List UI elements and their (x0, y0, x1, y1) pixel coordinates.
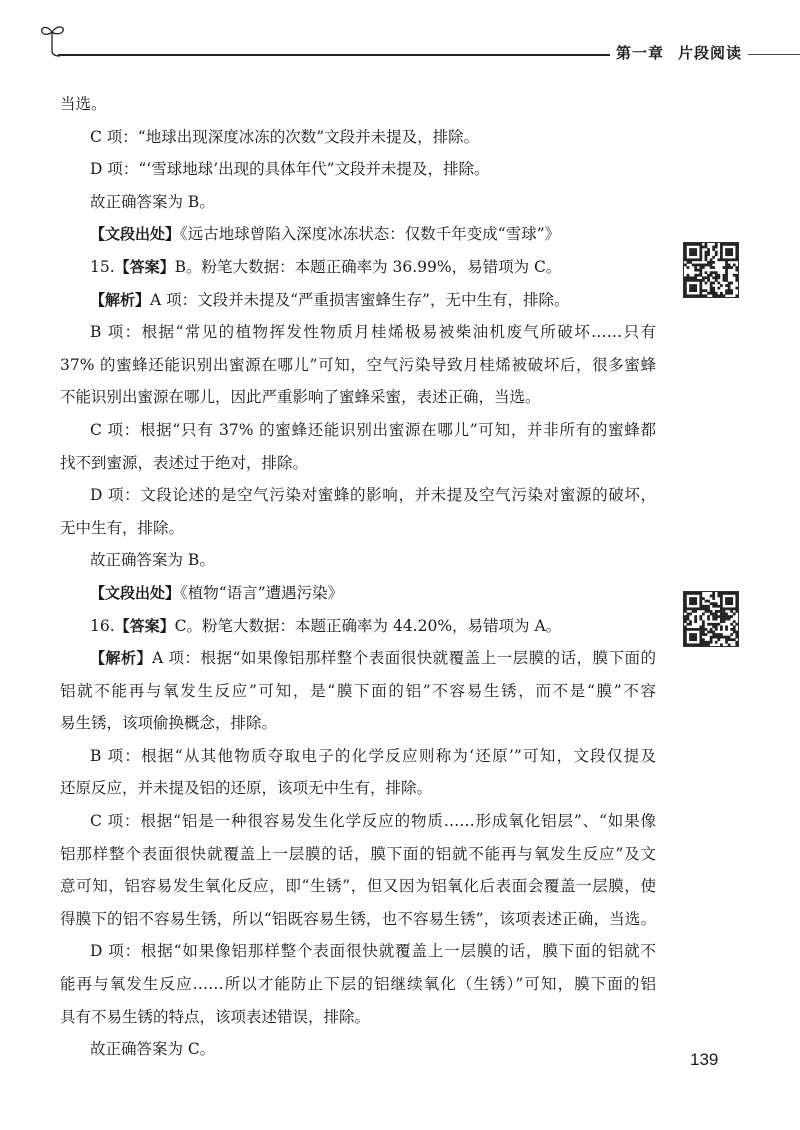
section-label: 【解析】 (90, 290, 151, 309)
line-text: C 项：“地球出现深度冰冻的次数”文段并未提及，排除。 (90, 127, 480, 146)
text-line (60, 935, 656, 968)
line-text: B 项：根据“从其他物质夺取电子的化学反应则称为‘还原’”可知，文段仅提及 (90, 746, 656, 765)
text-line (60, 903, 656, 936)
text-line (60, 544, 656, 577)
line-text: 不能识别出蜜源在哪儿，因此严重影响了蜜蜂采蜜，表述正确，当选。 (60, 388, 541, 407)
chapter-title (616, 42, 756, 63)
text-line (60, 316, 656, 349)
line-text: B。粉笔大数据：本题正确率为 36.99%，易错项为 C。 (174, 257, 562, 276)
qr-code-15[interactable] (683, 242, 739, 298)
text-line (60, 153, 656, 186)
line-text: 能再与氧发生反应……所以才能防止下层的铝继续氧化（生锈）”可知，膜下面的铝 (60, 975, 656, 994)
line-text: 《植物“语言”遭遇污染》 (180, 583, 344, 602)
line-text: 无中生有，排除。 (60, 518, 185, 537)
text-line (60, 284, 656, 317)
text-line (60, 610, 656, 643)
line-text: 37% 的蜜蜂还能识别出蜜源在哪儿”可知，空气污染导致月桂烯被破坏后，很多蜜蜂 (60, 355, 656, 374)
page-body (60, 88, 656, 1066)
line-text: C 项：根据“铝是一种很容易发生化学反应的物质……形成氧化铝层”、“如果像 (90, 812, 656, 831)
text-line (60, 381, 656, 414)
text-line (60, 186, 656, 219)
line-text: 易生锈，该项偷换概念，排除。 (60, 714, 278, 733)
line-text: 故正确答案为 B。 (90, 192, 215, 211)
text-line (60, 121, 656, 154)
qr-code-icon (684, 243, 738, 297)
header-rule-right (748, 54, 800, 55)
section-label: 【答案】 (114, 257, 175, 276)
text-line (60, 447, 656, 480)
line-text: D 项：“‘雪球地球’出现的具体年代”文段并未提及，排除。 (90, 160, 490, 179)
text-line (60, 805, 656, 838)
chapter-number: 第一章 (616, 44, 665, 62)
line-text: 具有不易生锈的特点，该项表述错误，排除。 (60, 1007, 371, 1026)
text-line (60, 349, 656, 382)
line-text: 意可知，铝容易发生氧化反应，即“生锈”，但又因为铝氧化后表面会覆盖一层膜，使 (60, 877, 656, 896)
line-text: 当选。 (60, 95, 107, 113)
line-text: A 项：文段并未提及“严重损害蜜蜂生存”，无中生有，排除。 (150, 290, 570, 309)
section-label: 【文段出处】 (90, 225, 181, 244)
text-line (60, 707, 656, 740)
text-line (60, 675, 656, 708)
line-text: C 项：根据“只有 37% 的蜜蜂还能识别出蜜源在哪儿”可知，并非所有的蜜蜂都 (90, 420, 656, 439)
header-rule (58, 54, 610, 56)
question-number: 15. (90, 257, 115, 276)
text-line (60, 1001, 656, 1034)
running-header (38, 22, 800, 62)
text-line (60, 870, 656, 903)
section-label: 【答案】 (114, 616, 175, 635)
text-line (60, 88, 656, 121)
line-text: 故正确答案为 C。 (90, 1040, 216, 1059)
qr-code-icon (684, 592, 738, 646)
text-line (60, 218, 656, 251)
line-text: D 项：文段论述的是空气污染对蜜蜂的影响，并未提及空气污染对蜜源的破坏， (90, 486, 656, 505)
line-text: D 项：根据“如果像铝那样整个表面很快就覆盖上一层膜的话，膜下面的铝就不 (90, 942, 656, 961)
qr-code-16[interactable] (683, 591, 739, 647)
line-text: 故正确答案为 B。 (90, 551, 215, 570)
line-text: B 项：根据“常见的植物挥发性物质月桂烯极易被柴油机废气所破坏……只有 (90, 323, 656, 342)
text-line (60, 642, 656, 675)
sprout-icon (38, 22, 68, 58)
text-line (60, 1033, 656, 1066)
line-text: 还原反应，并未提及铝的还原，该项无中生有，排除。 (60, 779, 433, 798)
text-line (60, 968, 656, 1001)
line-text: A 项：根据“如果像铝那样整个表面很快就覆盖上一层膜的话，膜下面的 (151, 649, 656, 668)
text-line (60, 512, 656, 545)
line-text: C。粉笔大数据：本题正确率为 44.20%，易错项为 A。 (174, 616, 562, 635)
question-number: 16. (90, 616, 115, 635)
line-text: 得膜下的铝不容易生锈，所以“铝既容易生锈，也不容易生锈”，该项表述正确，当选。 (60, 909, 656, 928)
text-line (60, 740, 656, 773)
line-text: 《远古地球曾陷入深度冰冻状态：仅数千年变成“雪球”》 (180, 225, 561, 244)
line-text: 铝就不能再与氧发生反应”可知，是“膜下面的铝”不容易生锈，而不是“膜”不容 (60, 681, 656, 700)
text-line (60, 838, 656, 871)
line-text: 铝那样整个表面很快就覆盖上一层膜的话，膜下面的铝就不能再与氧发生反应”及文 (60, 844, 656, 863)
section-label: 【文段出处】 (90, 583, 181, 602)
text-line (60, 772, 656, 805)
text-line (60, 251, 656, 284)
line-text: 找不到蜜源，表述过于绝对，排除。 (60, 453, 309, 472)
text-line (60, 479, 656, 512)
section-title: 片段阅读 (678, 44, 743, 62)
section-label: 【解析】 (90, 649, 152, 668)
text-line (60, 414, 656, 447)
text-line (60, 577, 656, 610)
page-number: 139 (690, 1050, 719, 1069)
